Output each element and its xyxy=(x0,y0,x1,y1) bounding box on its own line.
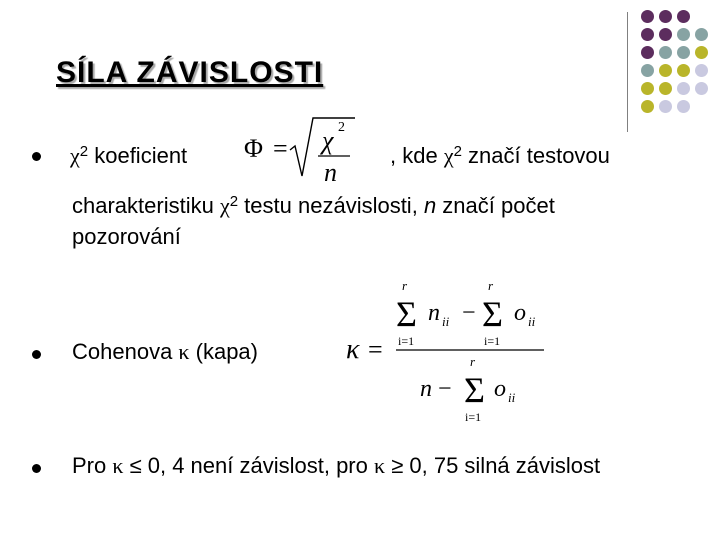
bullet2-text xyxy=(72,339,258,365)
bullet1-line3: pozorování xyxy=(72,224,181,249)
n-term: n xyxy=(420,376,432,402)
sum-sign: Σ xyxy=(396,294,417,334)
ii-sub: ii xyxy=(442,314,450,329)
decor-dot xyxy=(659,46,672,59)
chi-symbol: χ xyxy=(219,193,230,218)
sum-upper: r xyxy=(402,278,408,293)
text-segment: testu nezávislosti, xyxy=(238,193,424,218)
decor-dot xyxy=(677,82,690,95)
kappa-formula xyxy=(340,276,550,428)
bullet3-text xyxy=(72,453,600,479)
bullet-point xyxy=(32,152,41,161)
sum-lower: i=1 xyxy=(465,410,482,424)
decor-dot xyxy=(695,46,708,59)
sum-sign: Σ xyxy=(464,370,485,410)
sum-sign: Σ xyxy=(482,294,503,334)
bullet-point xyxy=(32,350,41,359)
text-segment: (kapa) xyxy=(189,339,258,364)
minus-sign: − xyxy=(462,300,476,326)
decor-dot xyxy=(677,46,690,59)
sum-lower: i=1 xyxy=(398,334,415,348)
decor-dot xyxy=(677,28,690,41)
kappa-symbol: κ xyxy=(112,453,124,478)
decor-dot xyxy=(659,100,672,113)
minus-sign: − xyxy=(438,376,452,402)
decor-dot xyxy=(659,64,672,77)
bullet1-text: koeficient xyxy=(88,143,188,168)
decor-dot xyxy=(641,10,654,23)
chi-symbol: χ xyxy=(70,143,80,168)
text-segment: ≤ 0, 4 není závislost, pro xyxy=(123,453,374,478)
formula-kappa: κ xyxy=(346,334,360,365)
exponent: 2 xyxy=(79,143,89,160)
decor-dot xyxy=(677,100,690,113)
decor-dot xyxy=(659,10,672,23)
text-segment: charakteristiku xyxy=(72,193,220,218)
decor-dot xyxy=(641,64,654,77)
decor-dot xyxy=(677,10,690,23)
exponent: 2 xyxy=(229,193,239,210)
ii-sub: ii xyxy=(508,390,516,405)
formula-n: n xyxy=(324,158,337,186)
decor-dot xyxy=(659,28,672,41)
formula-equals: = xyxy=(368,335,383,364)
text-segment: značí testovou xyxy=(461,143,610,168)
decor-dot xyxy=(677,64,690,77)
decor-dot xyxy=(659,82,672,95)
bullet1-line2 xyxy=(72,193,555,219)
sum-lower: i=1 xyxy=(484,334,501,348)
bullet1-line1 xyxy=(70,143,187,169)
decor-dot xyxy=(641,100,654,113)
text-segment: Pro xyxy=(72,453,113,478)
exponent: 2 xyxy=(453,143,462,160)
formula-chi: χ xyxy=(322,126,334,155)
decor-vertical-line xyxy=(627,12,628,132)
o-term: o xyxy=(494,376,506,402)
sum-upper: r xyxy=(488,278,494,293)
n-term: n xyxy=(428,300,440,326)
kappa-symbol: κ xyxy=(178,339,190,364)
decor-dot xyxy=(641,82,654,95)
decor-dot xyxy=(695,82,708,95)
decor-dot xyxy=(641,46,654,59)
decor-dot xyxy=(641,28,654,41)
bullet1-line1-cont xyxy=(390,143,610,169)
formula-phi: Φ xyxy=(244,134,264,163)
formula-equals: = xyxy=(273,134,288,163)
sum-upper: r xyxy=(470,354,476,369)
n-variable: n xyxy=(423,193,437,218)
chi-symbol: χ xyxy=(443,143,454,168)
text-segment: ≥ 0, 75 silná závislost xyxy=(385,453,601,478)
slide-title: SÍLA ZÁVISLOSTI xyxy=(56,56,324,89)
o-term: o xyxy=(514,300,526,326)
text-segment: , kde xyxy=(390,143,444,168)
bullet-point xyxy=(32,464,41,473)
kappa-symbol: κ xyxy=(373,453,386,478)
decor-dot xyxy=(695,28,708,41)
text-segment: značí počet xyxy=(436,193,555,218)
phi-formula xyxy=(240,112,360,186)
text-segment: Cohenova xyxy=(72,339,179,364)
decor-dot xyxy=(695,64,708,77)
formula-exponent: 2 xyxy=(338,120,345,135)
ii-sub: ii xyxy=(528,314,536,329)
